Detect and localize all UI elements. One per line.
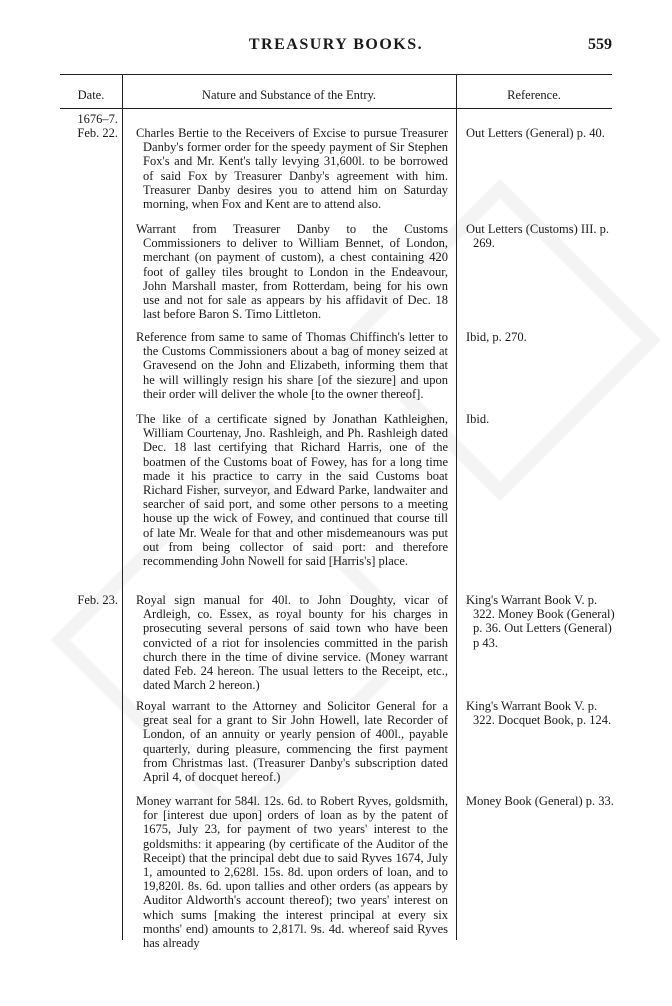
entry-reference: Out Letters (General) p. 40. <box>466 126 605 140</box>
column-header-date: Date. <box>77 88 105 102</box>
column-header-nature: Nature and Substance of the Entry. <box>201 88 377 102</box>
entry-date: Feb. 22. <box>77 126 118 140</box>
table-top-rule <box>60 74 612 75</box>
column-divider <box>456 74 457 940</box>
entry-reference: King's Warrant Book V. p. 322. Money Book (General) p. 36. Out Letters (General) p 43. <box>466 593 615 650</box>
entry-reference: Out Letters (Customs) III. p. 269. <box>466 222 610 251</box>
entry-text: Royal sign manual for 40l. to John Doughty, vicar of Ardleigh, co. Essex, as royal bounty for his charges in prosecuting several persons of said town who have been convicted of a riot for insolencies committed in the parish church there in the time of divine service. (Money warrant dated Feb. 24 hereon. The usual letters to the Receipt, etc., dated March 2 hereon.) <box>136 593 448 693</box>
entry-text: Money warrant for 584l. 12s. 6d. to Robert Ryves, goldsmith, for [interest due upon] orders of loan as by the patent of 1675, July 23, for payment of two years' interest to the goldsmiths: it appearing (by certificate of the Auditor of the Receipt) that the principal debt due to said Ryves 1674, July 1, amounted to 2,628l. 15s. 8d. upon orders of loan, and to 19,820l. 8s. 6d. upon tallies and other orders (as appears by Auditor Aldworth's account thereof); two years' interest on which sums [making the interest principal at every six months' end) amounts to 2,817l. 9s. 4d. whereof said Ryves has already <box>136 794 448 951</box>
entry-text: Royal warrant to the Attorney and Solicitor General for a great seal for a grant to Sir John Howell, late Recorder of London, of an annuity or yearly pension of 400l., payable quarterly, during pleasure, commencing the first payment from Christmas last. (Treasurer Danby's subscription dated April 4, of docquet hereof.) <box>136 699 448 785</box>
entry-text: Charles Bertie to the Receivers of Excise to pursue Treasurer Danby's former order for the speedy payment of Sir Stephen Fox's and Mr. Kent's tally levying 31,600l. to be borrowed of said Fox by Treasurer Danby's agreement with him. Treasurer Danby desires you to attend him on Saturday morning, when Fox and Kent are to attend also. <box>136 126 448 212</box>
entry-reference: King's Warrant Book V. p. 322. Docquet Book, p. 124. <box>466 699 612 728</box>
entry-text: Warrant from Treasurer Danby to the Customs Commissioners to deliver to William Bennet, of London, merchant (on payment of custom), a chest containing 420 foot of galley tiles brought to London in the Endeavour, John Marshall master, from Rotterdam, being for his own use and not for sale as appears by his affidavit of Dec. 18 last before Baron S. Timo Littleton. <box>136 222 448 322</box>
entry-year: 1676–7. <box>77 112 118 126</box>
page-number: 559 <box>588 36 612 53</box>
entry-text: The like of a certificate signed by Jonathan Kathleighen, William Courtenay, Jno. Rashleigh, and Ph. Rashleigh dated Dec. 18 last certifying that Richard Harris, one of the boatmen of the Customs boat of Fowey, has for a long time made it his practice to carry in the said Customs boat Richard Fisher, surveyor, and Edward Parke, landwaiter and searcher of said port, and some other persons to a meeting house up the wick of Fowey, and continued that course till of late Mr. Weale for that and other misdemeanours was put out from being collector of said port: and therefore recommending John Nowell for said [Harris's] place. <box>136 412 448 569</box>
header-bottom-rule <box>60 108 612 109</box>
entry-text: Reference from same to same of Thomas Chiffinch's letter to the Customs Commissioners about a bag of money seized at Gravesend on the John and Elizabeth, informing them that he will willingly resign his share [of the siezure] and upon their order will deliver the whole [to the owner thereof]. <box>136 330 448 401</box>
entry-reference: Ibid, p. 270. <box>466 330 527 344</box>
column-divider <box>122 74 123 940</box>
entry-reference: Money Book (General) p. 33. <box>466 794 614 808</box>
column-header-reference: Reference. <box>507 88 561 102</box>
entry-reference: Ibid. <box>466 412 490 426</box>
page-title: TREASURY BOOKS. <box>248 36 424 53</box>
entry-date: Feb. 23. <box>77 593 118 607</box>
